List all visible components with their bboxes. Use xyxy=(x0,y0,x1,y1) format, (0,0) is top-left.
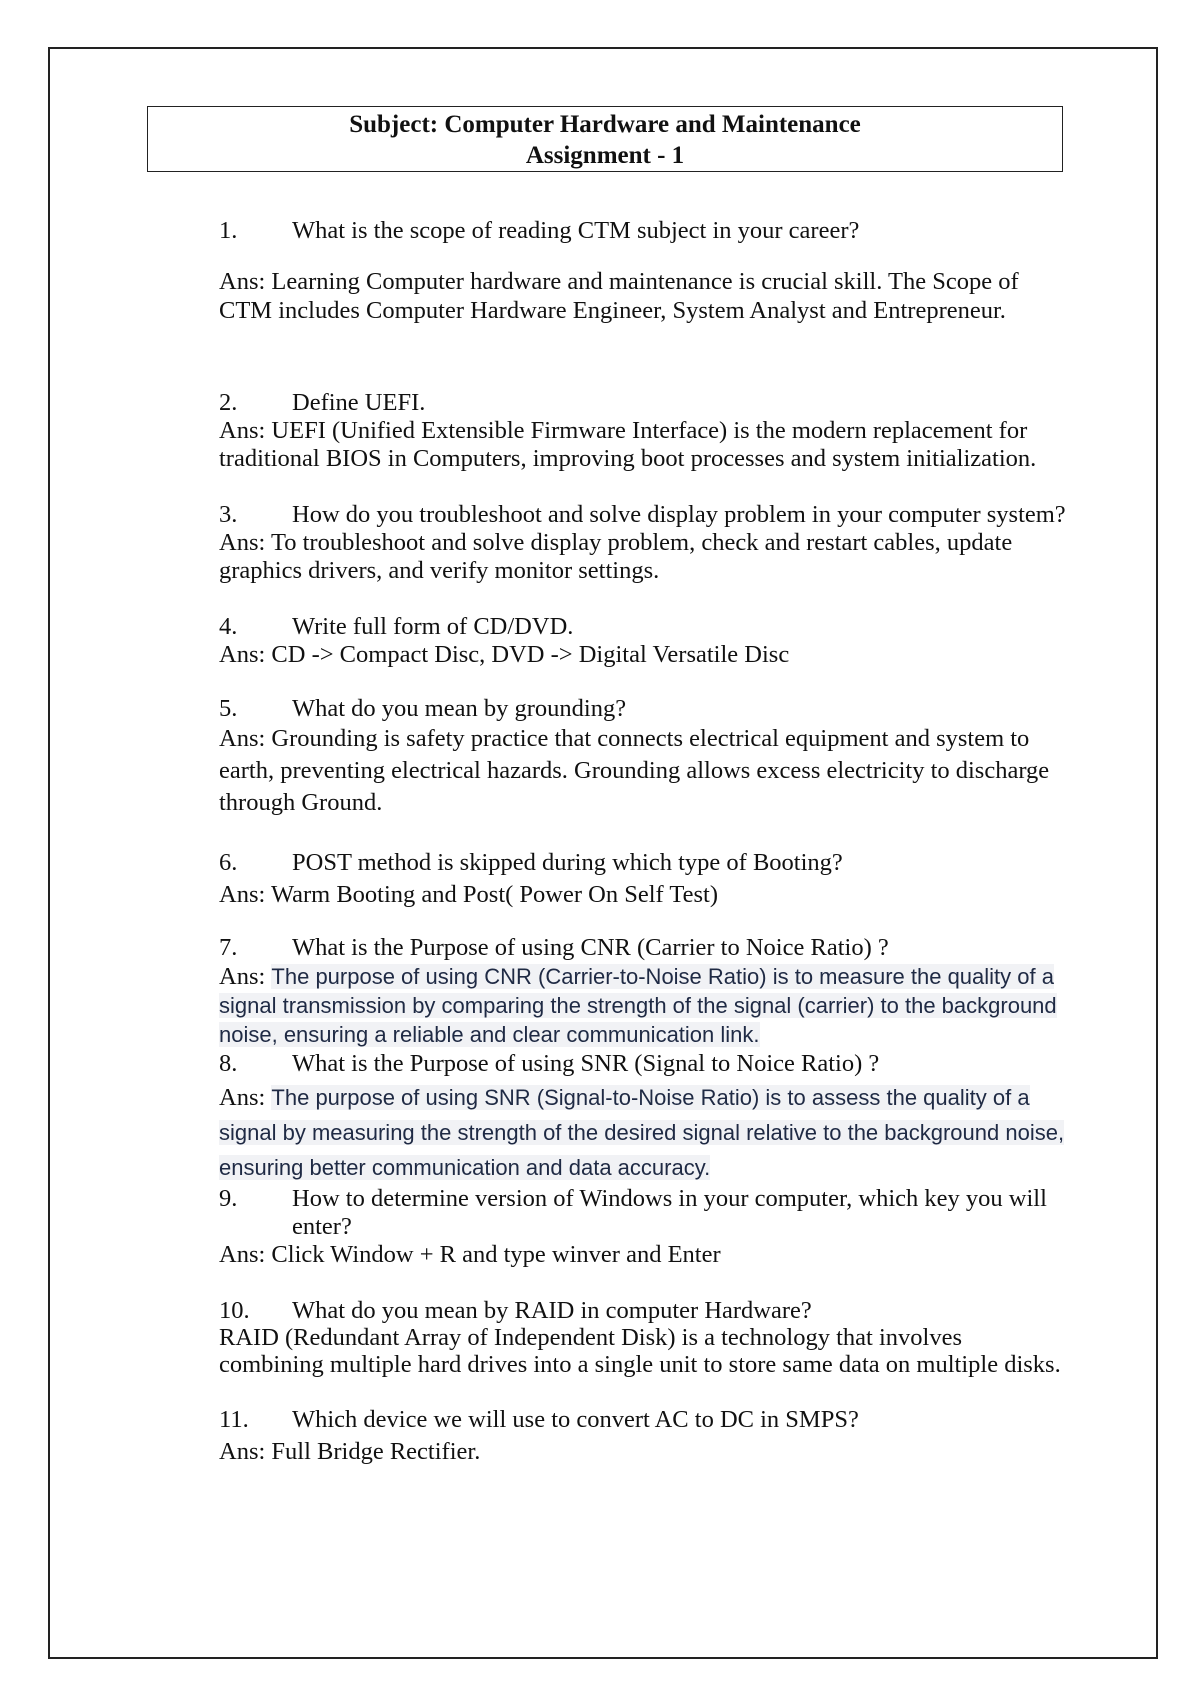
answer-text: UEFI (Unified Extensible Firmware Interface) is the modern replacement for traditional BIOS in Computers, improving boot processes and system initialization. xyxy=(219,417,1037,472)
question-10 xyxy=(219,1297,1069,1324)
question-text: What do you mean by RAID in computer Hardware? xyxy=(292,1297,812,1324)
answer-prefix: Ans: xyxy=(219,641,272,668)
question-2 xyxy=(219,389,1069,417)
answer-7 xyxy=(219,962,1069,1049)
answer-prefix: Ans: xyxy=(219,1438,272,1465)
question-text: POST method is skipped during which type of Booting? xyxy=(292,849,843,876)
answer-4 xyxy=(219,641,1069,669)
answer-11 xyxy=(219,1436,1069,1468)
answer-text: CD -> Compact Disc, DVD -> Digital Versatile Disc xyxy=(271,641,790,668)
question-6 xyxy=(219,847,1069,879)
question-text: What is the Purpose of using SNR (Signal to Noice Ratio) ? xyxy=(292,1050,880,1077)
title-box xyxy=(147,106,1063,172)
answer-3 xyxy=(219,529,1069,585)
qa-item-11 xyxy=(219,1404,1069,1468)
answer-text: Grounding is safety practice that connects electrical equipment and system to earth, preventing electrical hazards. Grounding allows excess electricity to discharge through Ground. xyxy=(219,725,1050,816)
qa-item-5 xyxy=(219,694,1069,819)
question-text: Define UEFI. xyxy=(292,389,426,416)
question-number: 3. xyxy=(219,501,238,528)
answer-10 xyxy=(219,1324,1069,1378)
question-number: 7. xyxy=(219,934,238,961)
question-text: What is the Purpose of using CNR (Carrier to Noice Ratio) ? xyxy=(292,934,889,961)
question-3 xyxy=(219,501,1069,529)
question-4 xyxy=(219,613,1069,641)
answer-prefix: Ans: xyxy=(219,268,272,295)
answer-2 xyxy=(219,417,1069,473)
question-number: 2. xyxy=(219,389,238,416)
qa-item-8 xyxy=(219,1049,1069,1185)
answer-1 xyxy=(219,267,1069,325)
answer-5 xyxy=(219,723,1069,819)
qa-item-9 xyxy=(219,1185,1069,1269)
question-number: 11. xyxy=(219,1406,249,1433)
question-7 xyxy=(219,933,1069,962)
question-number: 9. xyxy=(219,1185,238,1212)
question-text: What do you mean by grounding? xyxy=(292,695,627,722)
question-text: How to determine version of Windows in your computer, which key you will enter? xyxy=(292,1185,1047,1240)
question-9 xyxy=(219,1185,1069,1241)
question-number: 1. xyxy=(219,217,238,244)
question-11 xyxy=(219,1404,1069,1436)
answer-prefix: Ans: xyxy=(219,417,272,444)
answer-prefix: Ans: xyxy=(219,529,271,556)
answer-text: The purpose of using CNR (Carrier-to-Noise Ratio) is to measure the quality of a signal transmission by comparing the strength of the signal (carrier) to the background noise, ensuring a reliable and clear communication link. xyxy=(219,964,1057,1047)
answer-text: RAID (Redundant Array of Independent Disk) is a technology that involves combining multiple hard drives into a single unit to store same data on multiple disks. xyxy=(219,1324,1061,1378)
qa-item-1 xyxy=(219,216,1069,325)
question-5 xyxy=(219,694,1069,723)
answer-prefix: Ans: xyxy=(219,1084,272,1111)
question-8 xyxy=(219,1049,1069,1078)
qa-item-10 xyxy=(219,1297,1069,1378)
answer-8 xyxy=(219,1080,1069,1185)
answer-prefix: Ans: xyxy=(219,1241,272,1268)
question-1 xyxy=(219,216,1069,245)
qa-item-2 xyxy=(219,389,1069,473)
qa-item-4 xyxy=(219,613,1069,669)
question-text: How do you troubleshoot and solve display problem in your computer system? xyxy=(292,501,1066,528)
question-number: 6. xyxy=(219,849,238,876)
qa-item-3 xyxy=(219,501,1069,585)
answer-prefix: Ans: xyxy=(219,725,272,752)
answer-9 xyxy=(219,1241,1069,1269)
answer-prefix: Ans: xyxy=(219,963,272,990)
answer-text: Click Window + R and type winver and Enter xyxy=(271,1241,721,1268)
answer-6 xyxy=(219,879,1069,911)
qa-item-7 xyxy=(219,933,1069,1049)
answer-text: Warm Booting and Post( Power On Self Test) xyxy=(270,881,718,908)
qa-list xyxy=(219,216,1069,1468)
question-number: 4. xyxy=(219,613,238,640)
assignment-title: Assignment - 1 xyxy=(525,142,685,169)
question-number: 10. xyxy=(219,1297,250,1324)
question-text: Which device we will use to convert AC to DC in SMPS? xyxy=(292,1406,859,1433)
question-number: 8. xyxy=(219,1050,238,1077)
qa-item-6 xyxy=(219,847,1069,911)
answer-text: Full Bridge Rectifier. xyxy=(271,1438,481,1465)
answer-text: Learning Computer hardware and maintenance is crucial skill. The Scope of CTM includes Computer Hardware Engineer, System Analyst and Entrepreneur. xyxy=(219,268,1019,324)
subject-title: Subject: Computer Hardware and Maintenance xyxy=(349,111,861,138)
question-text: What is the scope of reading CTM subject in your career? xyxy=(292,217,860,244)
question-number: 5. xyxy=(219,695,238,722)
answer-prefix: Ans: xyxy=(219,881,271,908)
question-text: Write full form of CD/DVD. xyxy=(292,613,574,640)
answer-text: The purpose of using SNR (Signal-to-Noise Ratio) is to assess the quality of a signal by measuring the strength of the desired signal relative to the background noise, ensuring better communication and data accuracy. xyxy=(219,1085,1065,1180)
answer-text: To troubleshoot and solve display problem, check and restart cables, update graphics drivers, and verify monitor settings. xyxy=(219,529,1013,584)
